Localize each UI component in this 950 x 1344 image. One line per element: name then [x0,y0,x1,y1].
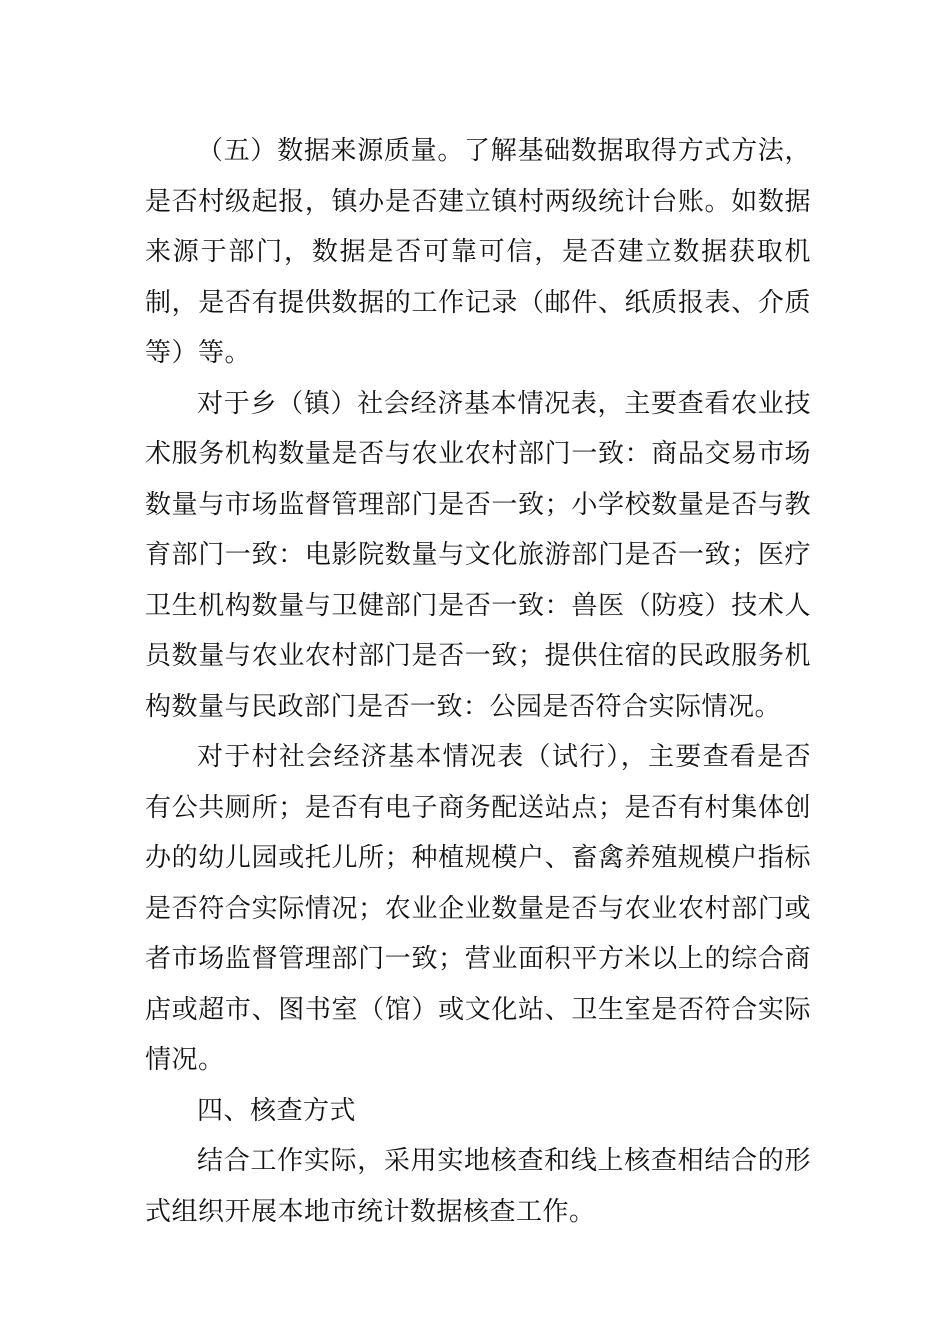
paragraph-village-table: 对于村社会经济基本情况表（试行），主要查看是否有公共厕所；是否有电子商务配送站点；是否有村集体创办的幼儿园或托儿所；种植规模户、畜禽养殖规模户指标是否符合实际情况；农业企业数量是否与农业农村部门或者市场监督管理部门一致；营业面积平方米以上的综合商店或超市、图书室（馆）或文化站、卫生室是否符合实际情况。 [145,742,811,1075]
paragraph-township-table: 对于乡（镇）社会经济基本情况表，主要查看农业技术服务机构数量是否与农业农村部门一致：商品交易市场数量与市场监督管理部门是否一致；小学校数量是否与教育部门一致：电影院数量与文化旅游部门是否一致；医疗卫生机构数量与卫健部门是否一致：兽医（防疫）技术人员数量与农业农村部门是否一致；提供住宿的民政服务机构数量与民政部门是否一致：公园是否符合实际情况。 [145,388,811,722]
section-heading-verification-method: 四、核查方式 [197,1095,357,1126]
paragraph-data-source-quality: （五）数据来源质量。了解基础数据取得方式方法，是否村级起报，镇办是否建立镇村两级统计台账。如数据来源于部门，数据是否可靠可信，是否建立数据获取机制，是否有提供数据的工作记录（邮件、纸质报表、介质等）等。 [145,136,811,368]
paragraph-verification-method: 结合工作实际，采用实地核查和线上核查相结合的形式组织开展本地市统计数据核查工作。 [145,1146,811,1227]
document-body [145,126,811,1237]
